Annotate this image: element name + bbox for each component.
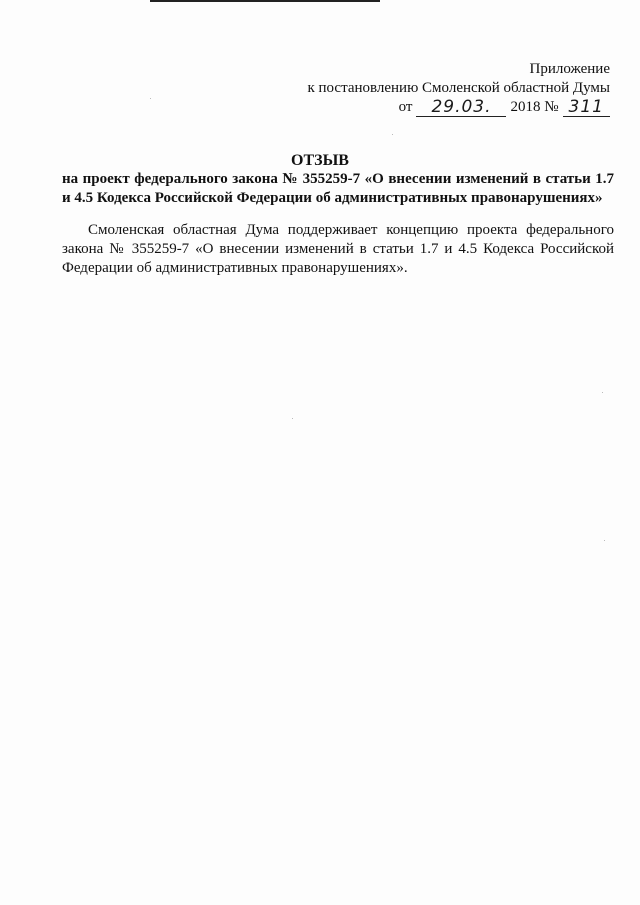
appendix-title: Приложение (529, 61, 610, 77)
scan-speck (292, 418, 293, 419)
handwritten-number: 311 (563, 98, 610, 117)
document-subtitle: на проект федерального закона № 355259-7 «О внесении изменений в статьи 1.7 и 4.5 Кодекса Российской Федерации об административных правонарушениях» (62, 171, 614, 206)
scan-speck (602, 392, 603, 393)
scan-edge-line (150, 0, 380, 2)
document-title: ОТЗЫВ (291, 152, 349, 169)
scan-speck (392, 134, 393, 135)
document-body: Смоленская областная Дума поддерживает концепцию проекта федерального закона № 355259-7 «О внесении изменений в статьи 1.7 и 4.5 Кодекса Российской Федерации об административных правонарушениях». (62, 222, 614, 276)
appendix-date-row (307, 98, 610, 117)
scan-speck (150, 98, 151, 99)
year-number-label: 2018 № (510, 99, 559, 115)
date-prefix: от (398, 99, 413, 115)
appendix-resolution-line: к постановлению Смоленской областной Думы (307, 80, 610, 96)
scan-speck (604, 540, 605, 541)
handwritten-date: 29.03. (416, 98, 506, 117)
appendix-block (307, 60, 610, 117)
